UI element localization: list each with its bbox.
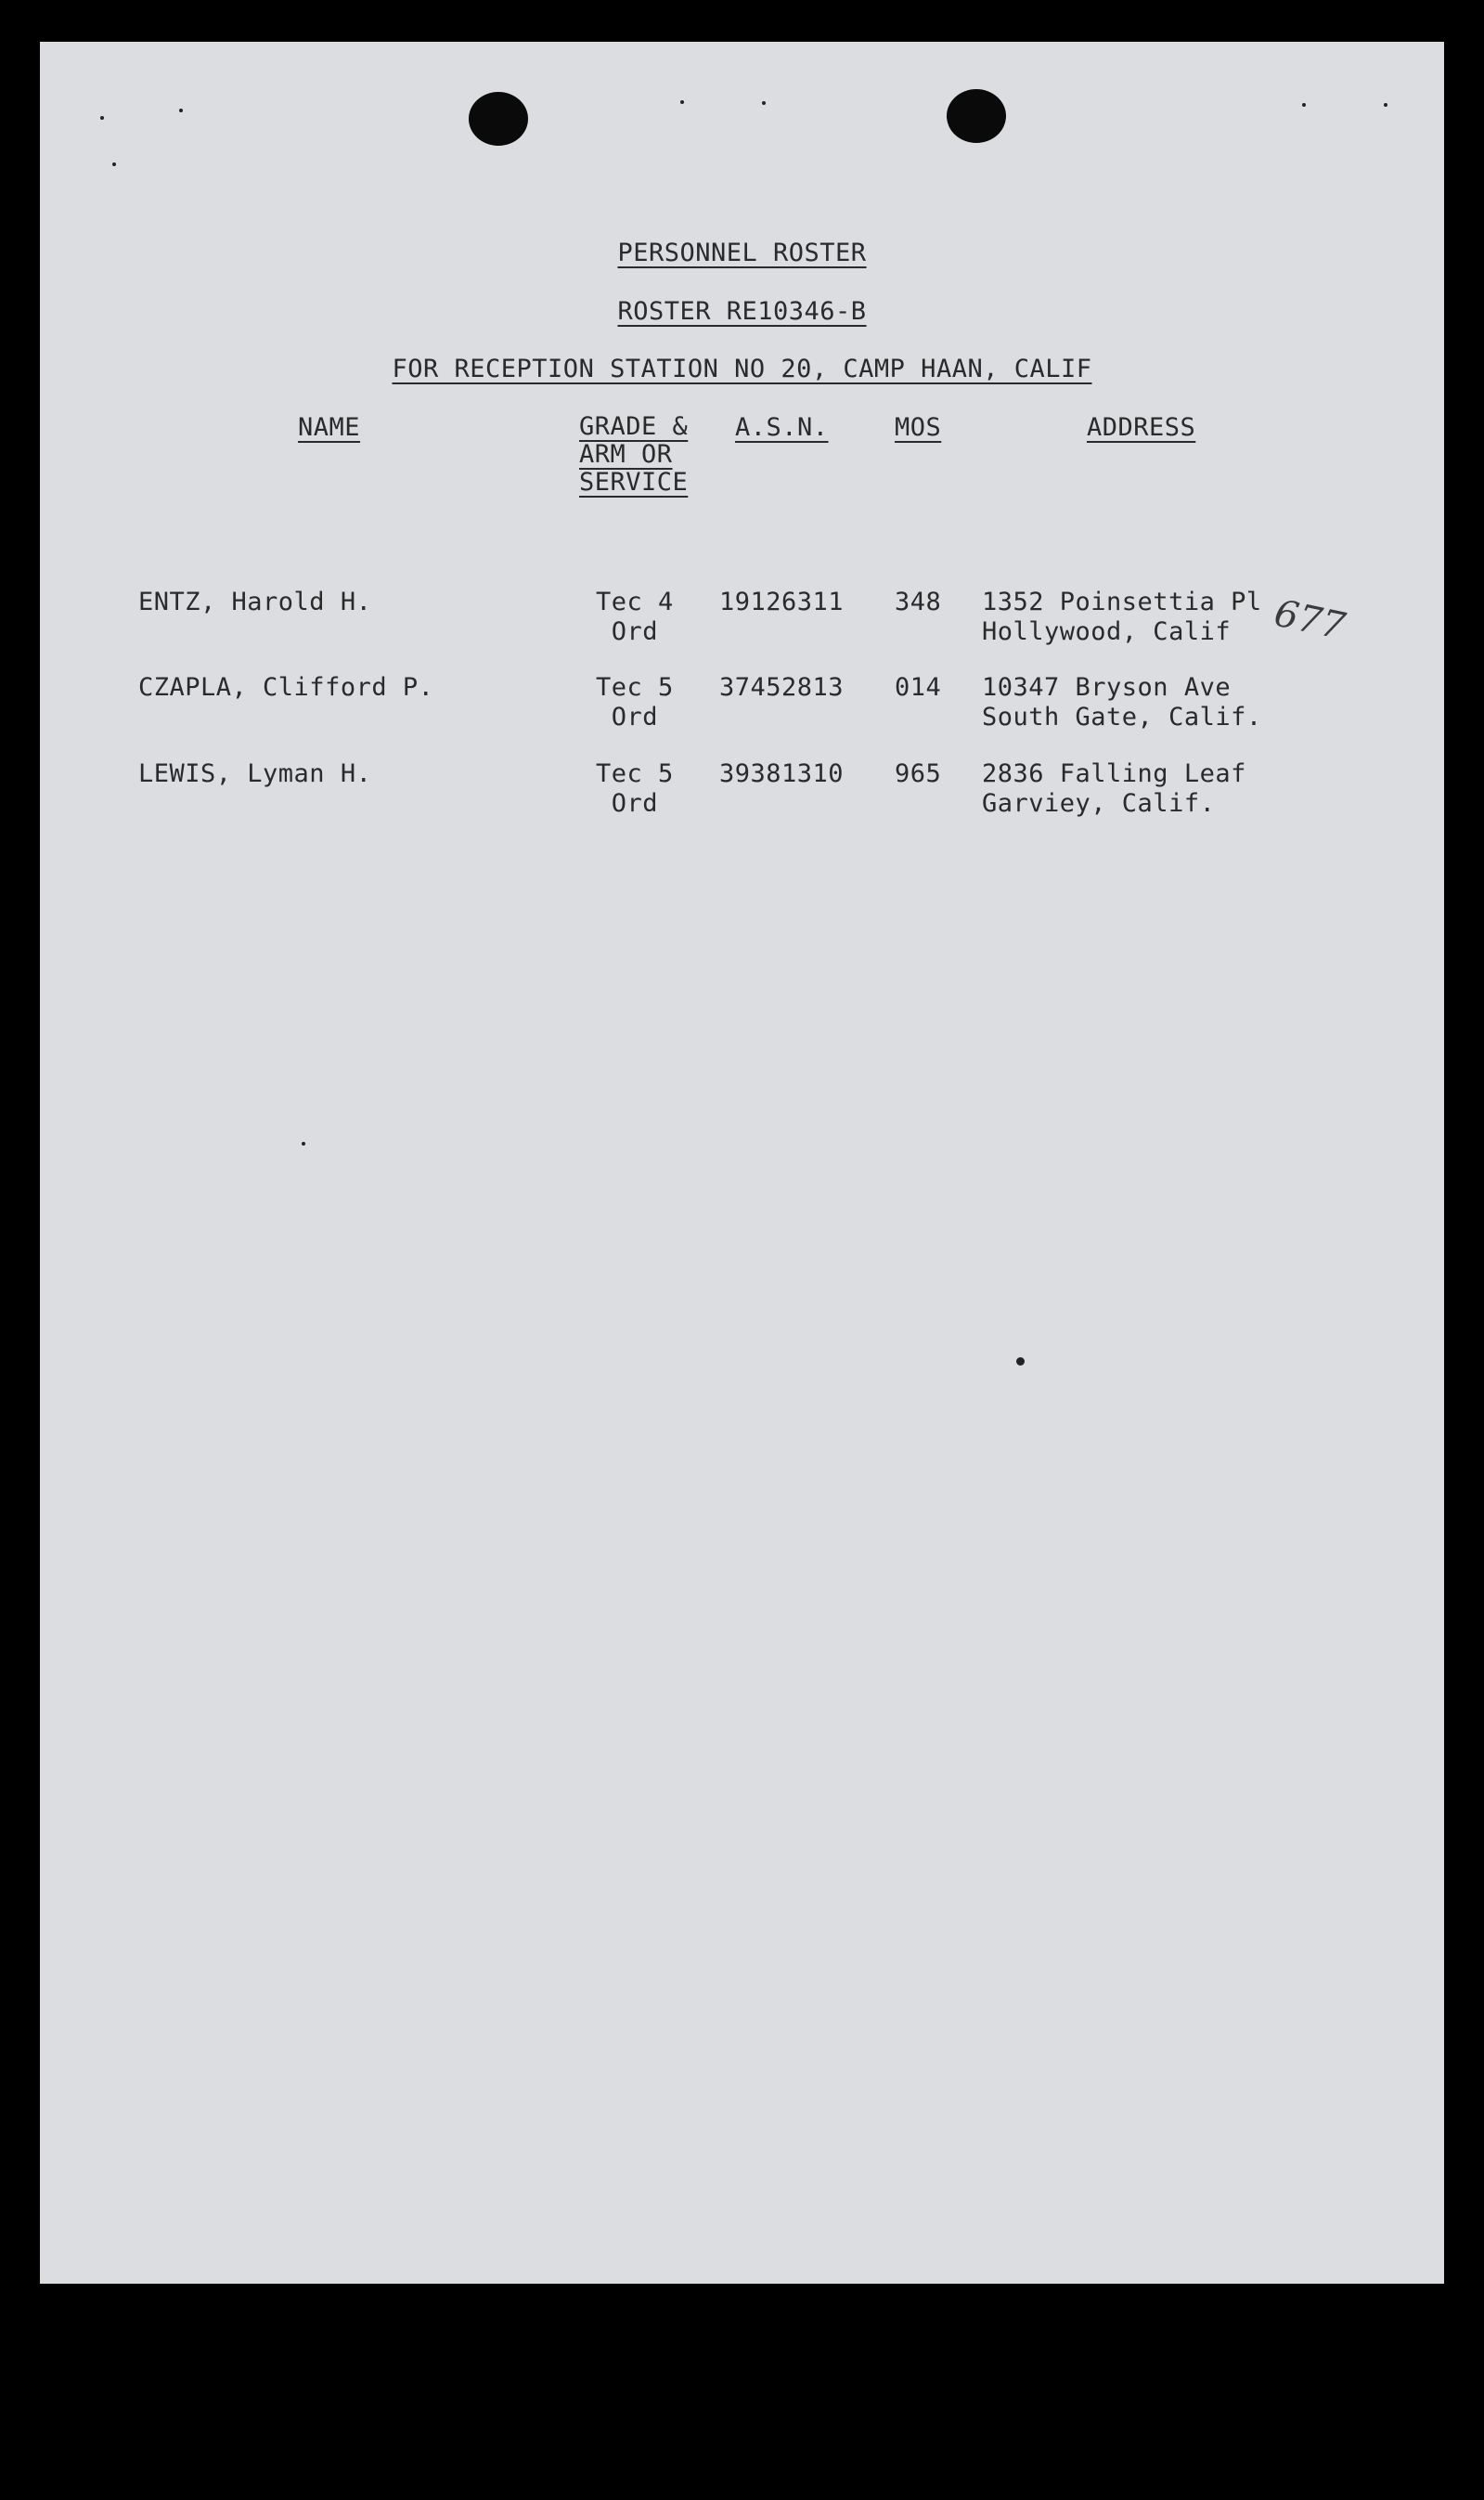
speck xyxy=(1302,103,1306,107)
column-header-mos: MOS xyxy=(895,413,942,442)
punch-hole-left xyxy=(469,92,528,146)
cell-grade: Tec 4 Ord xyxy=(596,588,674,646)
cell-asn: 37452813 xyxy=(719,673,845,702)
punch-hole-right xyxy=(947,89,1006,143)
column-header-asn: A.S.N. xyxy=(735,413,829,442)
cell-address: 1352 Poinsettia Pl Hollywood, Calif xyxy=(982,588,1262,646)
column-header-address: ADDRESS xyxy=(1087,413,1196,442)
cell-asn: 39381310 xyxy=(719,759,845,788)
speck xyxy=(680,100,684,104)
cell-mos: 965 xyxy=(895,759,942,788)
speck xyxy=(1384,103,1387,107)
document-page xyxy=(40,42,1444,2284)
speck xyxy=(302,1142,305,1146)
column-header-name: NAME xyxy=(298,413,361,442)
speck xyxy=(179,109,183,112)
speck xyxy=(112,162,116,166)
cell-grade: Tec 5 Ord xyxy=(596,759,674,818)
cell-name: CZAPLA, Clifford P. xyxy=(138,673,434,702)
cell-mos: 014 xyxy=(895,673,942,702)
cell-asn: 19126311 xyxy=(719,588,845,616)
document-subtitle: FOR RECEPTION STATION NO 20, CAMP HAAN, CALIF xyxy=(392,355,1092,383)
cell-address: 2836 Falling Leaf Garviey, Calif. xyxy=(982,759,1246,818)
cell-mos: 348 xyxy=(895,588,942,616)
roster-id: ROSTER RE10346-B xyxy=(617,297,867,326)
document-title: PERSONNEL ROSTER xyxy=(617,239,867,267)
cell-grade: Tec 5 Ord xyxy=(596,673,674,732)
speck xyxy=(762,101,766,105)
cell-name: LEWIS, Lyman H. xyxy=(138,759,372,788)
speck xyxy=(100,116,104,120)
column-header-grade: GRADE & ARM OR SERVICE xyxy=(579,412,689,497)
speck xyxy=(1016,1357,1025,1366)
cell-address: 10347 Bryson Ave South Gate, Calif. xyxy=(982,673,1262,732)
cell-name: ENTZ, Harold H. xyxy=(138,588,372,616)
handwritten-page-number: 677 xyxy=(1271,591,1349,649)
